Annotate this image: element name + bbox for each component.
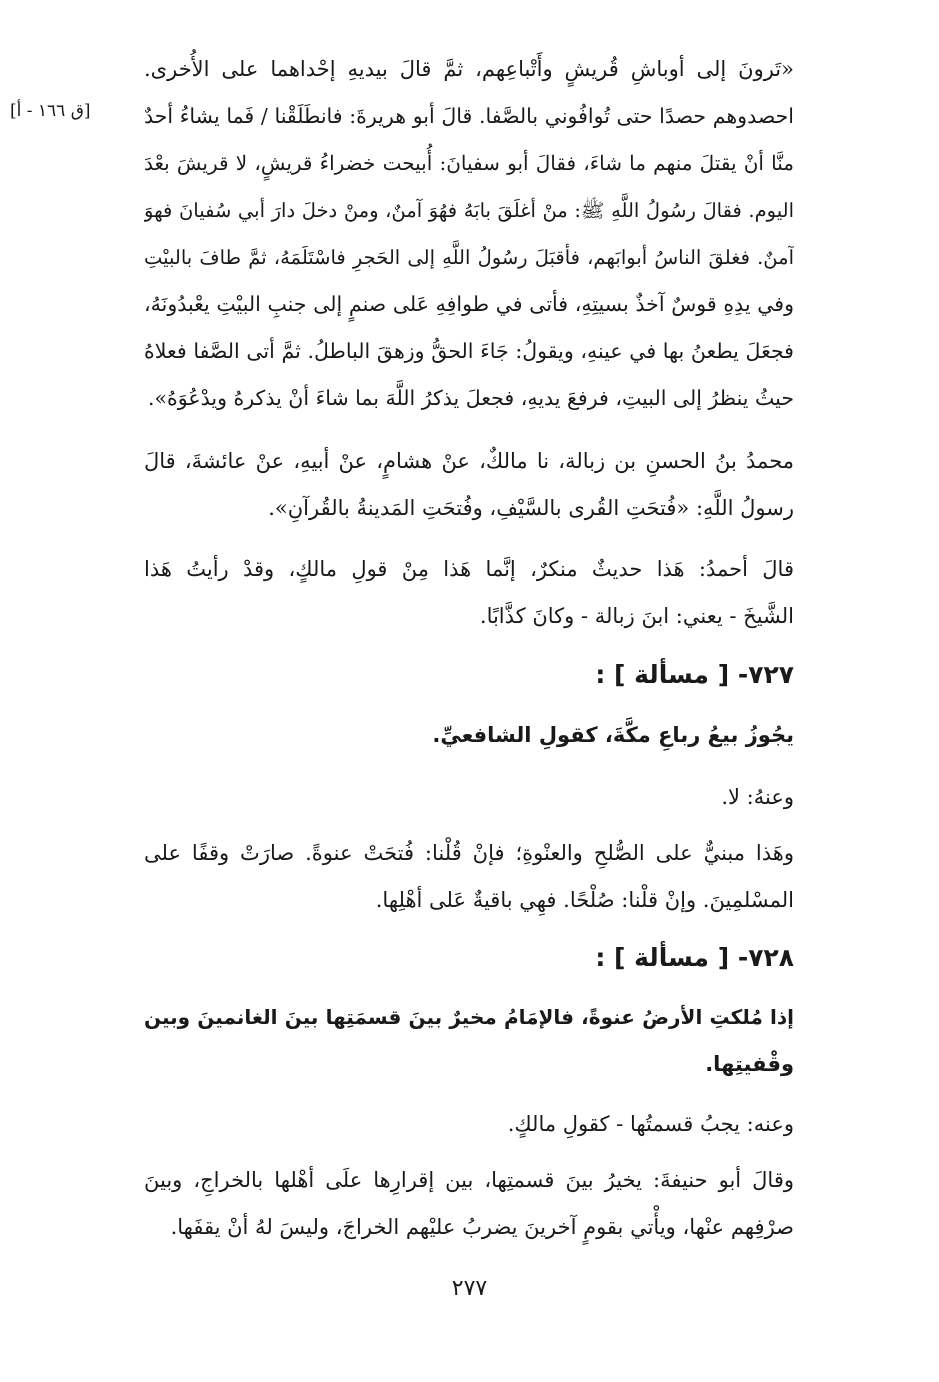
text-line: منَّا أنْ يقتلَ منهم ما شاءَ، فقالَ أبو سفيانَ: أُبيحت خضراءُ قريشٍ، لا قريشَ بعْدَ: [144, 151, 794, 175]
ruling-line: إذا مُلكتِ الأرضُ عنوةً، فالإمَامُ مخيرٌ بينَ قسمَتِها بينَ الغانمينَ وبين: [144, 1005, 794, 1029]
commentary-paragraph: [144, 546, 794, 640]
issue-728-alt-opinion: [144, 1101, 794, 1148]
text-line: المسْلمِينَ. وإنْ قلْنا: صُلْحًا. فهِي باقيةٌ عَلى أهْلِها.: [375, 888, 794, 912]
text-line: رسولُ اللَّهِ: «فُتحَتِ القُرى بالسَّيْفِ، وفُتحَتِ المَدينةُ بالقُرآنِ».: [268, 496, 794, 520]
hadith-paragraph: [144, 46, 794, 422]
text-line: صرْفِهم عنْها، ويأْتي بقومٍ آخرينَ يضربُ عليْهم الخراجَ، وليسَ لهُ أنْ يقفَها.: [170, 1215, 794, 1239]
isnad-paragraph: [144, 438, 794, 532]
issue-title: ٧٢٨- [ مسألة ] :: [595, 943, 794, 972]
text-line: محمدُ بنُ الحسنِ بن زبالة، نا مالكٌ، عنْ هشامٍ، عنْ أبيهِ، عنْ عائشةَ، قالَ: [144, 449, 794, 473]
issue-title: ٧٢٧- [ مسألة ] :: [595, 660, 794, 689]
text-line: حيثُ ينظرُ إلى البيتِ، فرفعَ يديهِ، فجعلَ يذكرُ اللَّهَ بما شاءَ أنْ يذكرهُ ويدْعُوَهُ».: [148, 386, 794, 410]
text-line: قالَ أحمدُ: هَذا حديثٌ منكرٌ، إنَّما هَذا مِنْ قولِ مالكٍ، وقدْ رأيتُ هَذا: [144, 557, 794, 581]
issue-728-hanafi-opinion: [144, 1157, 794, 1251]
text-line: اليوم. فقالَ رسُولُ اللَّهِ ﷺ: منْ أغلَقَ بابَهُ فهُوَ آمنٌ، ومنْ دخلَ دارَ أبي سُفيانَ فهوَ: [144, 199, 794, 222]
issue-728-ruling: [144, 994, 794, 1088]
issue-727-ruling: [144, 712, 794, 759]
text-line: احصدوهم حصدًا حتى تُوافُوني بالصَّفا. قالَ أبو هريرةَ: فانطَلَقْنا / فَما يشاءُ أحدٌ: [144, 104, 794, 128]
text-line: «تَرونَ إلى أوباشِ قُريشٍ وأَتْباعِهم، ثمَّ قالَ بيديهِ إحْداهما على الأُخرى.: [144, 57, 794, 81]
issue-727-heading: [144, 650, 794, 700]
text-line: فجعَلَ يطعنُ بها في عينهِ، ويقولُ: جَاءَ الحقُّ وزهقَ الباطلُ. ثمَّ أتى الصَّفا فعلاهُ: [144, 339, 794, 363]
text-line: وقالَ أبو حنيفةَ: يخيرُ بينَ قسمتِها، بين إقرارِها علَى أهْلها بالخراجِ، وبينَ: [144, 1168, 794, 1192]
text-line: وفي يدِهِ قوسٌ آخذٌ بسيتِهِ، فأتى في طوافِهِ عَلى صنمٍ إلى جنبِ البيْتِ يعْبدُونَهُ،: [144, 292, 794, 316]
issue-727-alt-opinion: [144, 774, 794, 821]
text-line: وعنه: يجبُ قسمتُها - كقولِ مالكٍ.: [507, 1112, 794, 1136]
text-line: وعنهُ: لا.: [721, 785, 794, 809]
issue-727-explanation: [144, 830, 794, 924]
manuscript-folio-reference: [ق ١٦٦ - أ]: [10, 101, 91, 121]
text-line: آمنٌ. فغلقَ الناسُ أبوابَهم، فأقبَلَ رسُولُ اللَّهِ إلى الحَجرِ فاسْتَلَمَهُ، ثمَّ طافَ بالبيْتِ: [144, 246, 794, 269]
ruling-line: يجُوزُ بيعُ رباعِ مكَّةَ، كقولِ الشافعيِّ.: [432, 723, 794, 747]
text-line: وهَذا مبنيٌّ على الصُّلحِ والعنْوةِ؛ فإنْ قُلْنا: فُتحَتْ عنوةً. صارَتْ وقفًا على: [144, 841, 794, 865]
page-number: ٢٧٧: [451, 1276, 488, 1301]
ruling-line: وقْفيتِها.: [705, 1052, 794, 1076]
text-line: الشَّيخَ - يعني: ابنَ زبالة - وكانَ كذَّابًا.: [479, 604, 794, 628]
issue-728-heading: [144, 933, 794, 983]
